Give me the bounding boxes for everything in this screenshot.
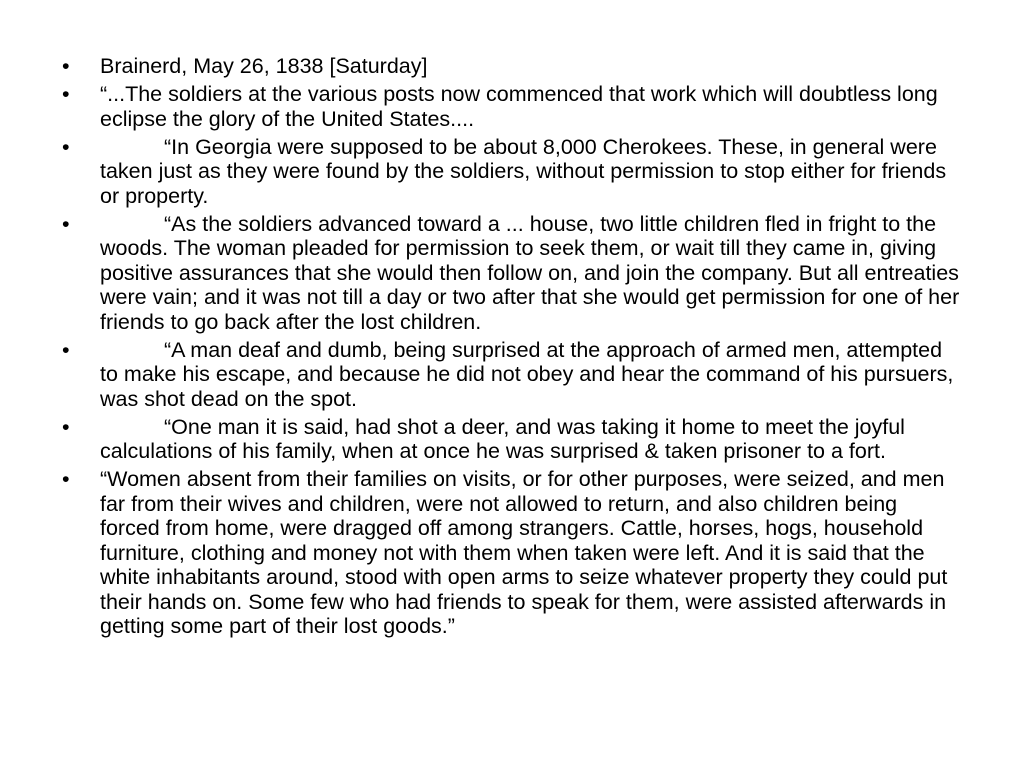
bullet-item-quote-deer xyxy=(62,415,962,464)
bullet-text: “As the soldiers advanced toward a ... house, two little children fled in fright to the woods. The woman pleaded for permission to seek them, or wait till they came in, giving positive assurances that she would then follow on, and join the company. But all entreaties were vain; and it was not till a day or two after that she would get permission for one of her friends to go back after the lost children. xyxy=(100,211,960,334)
bullet-item-quote-women xyxy=(62,467,962,639)
bullet-text: “Women absent from their families on visits, or for other purposes, were seized, and men far from their wives and children, were not allowed to return, and also children being forced from home, were dragged off among strangers. Cattle, horses, hogs, household furniture, clothing and money not with them when taken were left. And it is said that the white inhabitants around, stood with open arms to seize whatever property they could put their hands on. Some few who had friends to speak for them, were assisted afterwards in getting some part of their lost goods.” xyxy=(100,467,948,638)
bullet-item-quote-children xyxy=(62,212,962,335)
bullet-text: “A man deaf and dumb, being surprised at the approach of armed men, attempted to make his escape, and because he did not obey and hear the command of his pursuers, was shot dead on the spot. xyxy=(100,337,954,411)
bullet-icon: • xyxy=(62,414,70,439)
bullet-icon: • xyxy=(62,82,70,106)
bullet-item-quote-georgia xyxy=(62,135,962,209)
bullet-item-quote-deaf-man xyxy=(62,338,962,412)
bullet-icon: • xyxy=(62,467,70,491)
bullet-text: Brainerd, May 26, 1838 [Saturday] xyxy=(100,54,428,78)
bullet-list xyxy=(62,54,962,642)
bullet-item-date xyxy=(62,54,962,79)
bullet-icon: • xyxy=(62,337,70,362)
bullet-icon: • xyxy=(62,134,70,159)
bullet-text: “...The soldiers at the various posts now commenced that work which will doubtless long eclipse the glory of the United States.... xyxy=(100,82,938,131)
bullet-icon: • xyxy=(62,211,70,236)
bullet-text: “In Georgia were supposed to be about 8,000 Cherokees. These, in general were taken just as they were found by the soldiers, without permission to stop either for friends or property. xyxy=(100,134,947,208)
bullet-text: “One man it is said, had shot a deer, and was taking it home to meet the joyful calculations of his family, when at once he was surprised & taken prisoner to a fort. xyxy=(100,414,905,463)
bullet-icon: • xyxy=(62,54,70,78)
bullet-item-quote-soldiers xyxy=(62,82,962,131)
